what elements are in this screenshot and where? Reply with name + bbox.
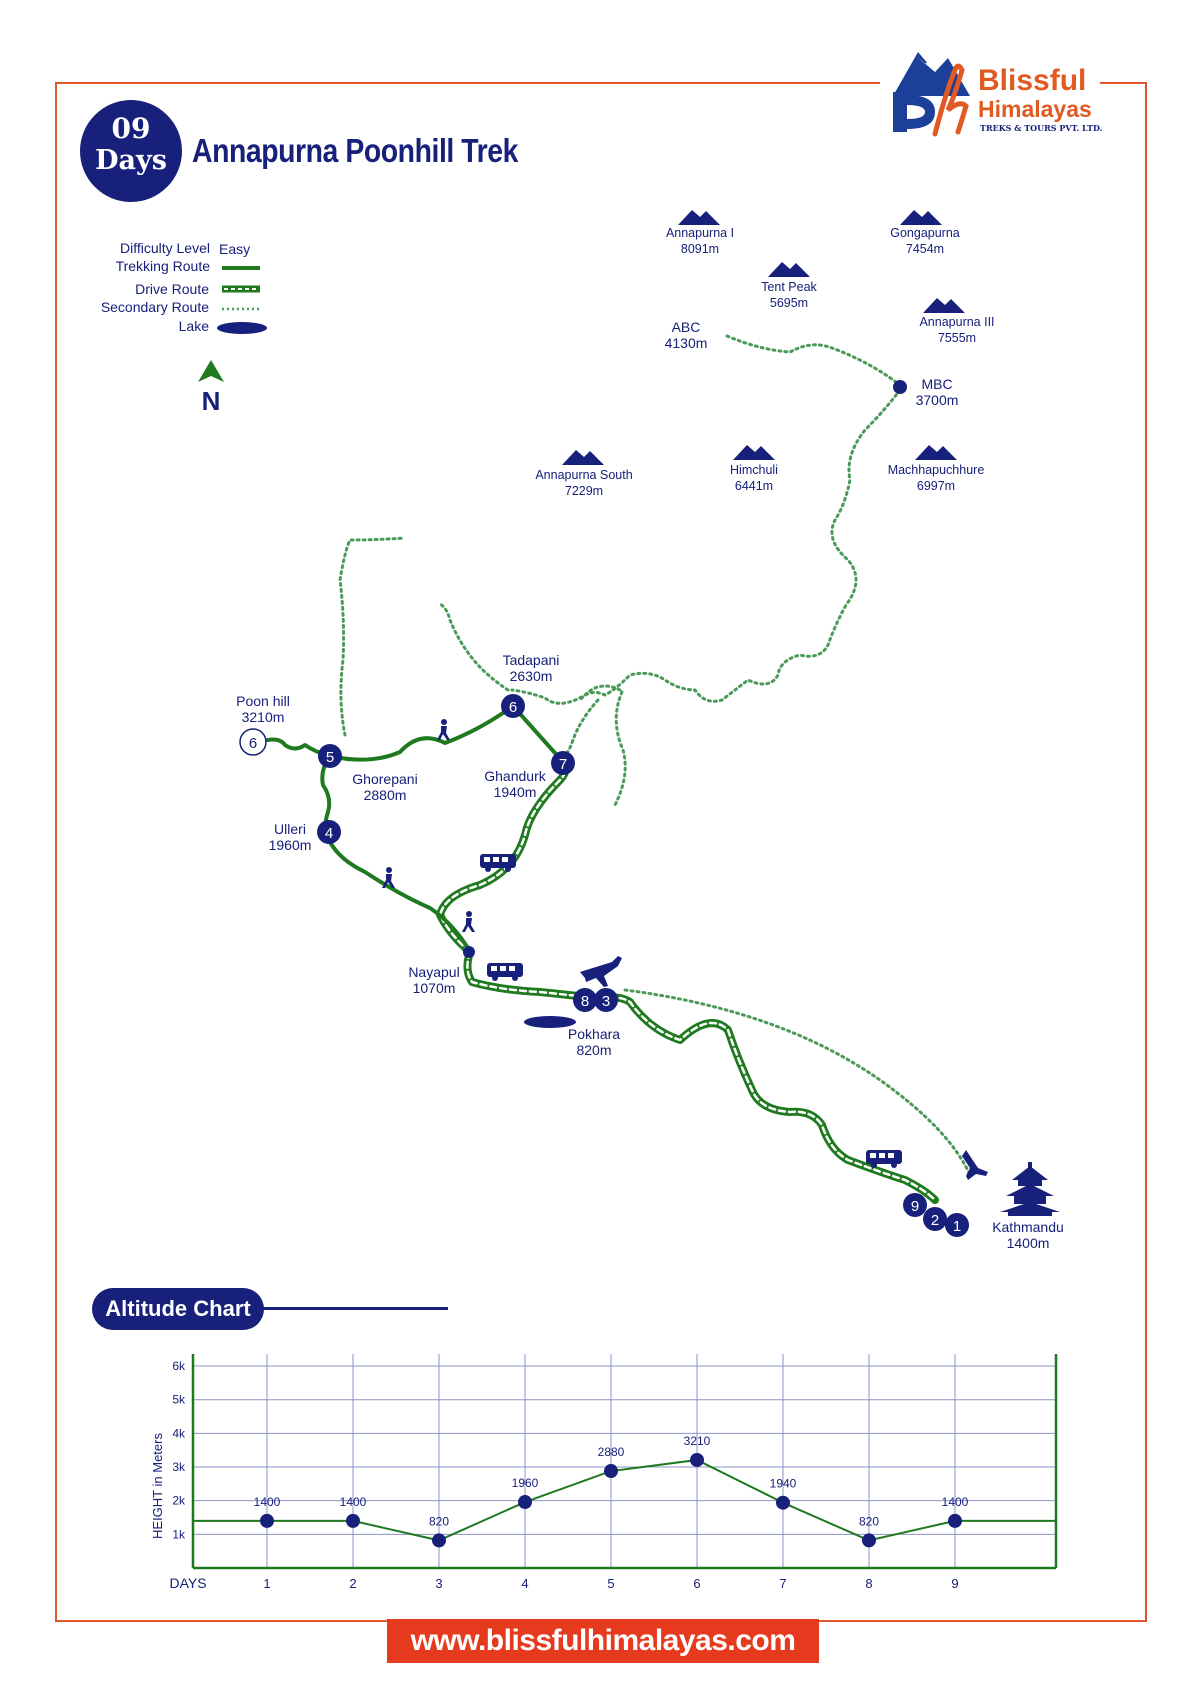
peak-label: Gongapurna (890, 226, 960, 240)
chart-xtick-label: 5 (607, 1576, 615, 1591)
bus-icon (866, 1150, 902, 1168)
mbc-dot (893, 380, 907, 394)
legend-secondary-route: Secondary Route (100, 299, 209, 315)
stop-number: 2 (930, 1212, 940, 1229)
chart-ytick-label: 2k (172, 1493, 185, 1508)
north-arrow-icon (198, 360, 224, 416)
hiker-icons (382, 719, 475, 932)
days-badge (80, 100, 182, 202)
place-height: 2880m (363, 787, 407, 803)
logo-name-line2: Himalayas (978, 96, 1092, 122)
place-label: Kathmandu (992, 1219, 1064, 1235)
hiker-icon (437, 719, 450, 740)
plane-icons (580, 956, 988, 1180)
chart-data-point (604, 1464, 618, 1478)
peak-label: Annapurna I (665, 226, 735, 240)
chart-data-label: 1960 (511, 1476, 539, 1491)
logo-tagline: TREKS & TOURS PVT. LTD. (980, 123, 1103, 133)
peak-label: Annapurna III (919, 315, 995, 329)
chart-data-point (518, 1495, 532, 1509)
chart-data-label: 1400 (339, 1494, 367, 1509)
bus-icons (480, 854, 902, 1168)
plane-icon (962, 1150, 988, 1180)
place-label: Ghandurk (484, 768, 546, 784)
chart-xtick-label: 7 (779, 1576, 787, 1591)
peak-label: Tent Peak (761, 280, 817, 294)
legend-lake: Lake (178, 318, 209, 334)
svg-text:N: N (201, 386, 221, 416)
chart-data-point (260, 1514, 274, 1528)
chart-xtick-label: 2 (349, 1576, 357, 1591)
place-height: 2630m (509, 668, 553, 684)
trekking-route (268, 706, 563, 952)
chart-data-point (690, 1453, 704, 1467)
chart-data-label: 1400 (253, 1494, 281, 1509)
stop-number: 4 (324, 825, 334, 842)
chart-xtick-label: 1 (263, 1576, 271, 1591)
kathmandu-temple-icon (1000, 1162, 1060, 1216)
chart-ytick-label: 1k (172, 1527, 185, 1542)
peak-height: 7454m (905, 242, 945, 256)
peak-icons (562, 210, 965, 465)
place-label: Pokhara (567, 1026, 621, 1042)
place-height: 820m (576, 1042, 612, 1058)
logo-name-line1: Blissful (978, 64, 1087, 97)
peak-height: 8091m (680, 242, 720, 256)
legend-difficulty-label: Difficulty Level (119, 240, 210, 256)
chart-data-label: 1940 (769, 1476, 797, 1491)
page-title: Annapurna Poonhill Trek (192, 132, 518, 169)
place-label: Nayapul (408, 964, 460, 980)
logo-mark-icon (893, 52, 970, 134)
chart-data-point (432, 1533, 446, 1547)
chart-data-label: 3210 (683, 1433, 711, 1448)
place-label: ABC (671, 319, 701, 335)
days-number: 09 (111, 112, 151, 145)
peak-label: Machhapuchhure (887, 463, 985, 477)
website-url-banner[interactable]: www.blissfulhimalayas.com (387, 1619, 819, 1663)
pokhara-lake-icon (524, 1016, 576, 1028)
legend-symbols (217, 268, 267, 334)
chart-data-label: 820 (858, 1514, 880, 1529)
hiker-icon (462, 911, 475, 932)
place-label: Ghorepani (352, 771, 418, 787)
peak-label: Annapurna South (535, 468, 633, 482)
plane-icon (580, 956, 622, 987)
chart-xtick-label: 3 (435, 1576, 443, 1591)
chart-data-label: 1400 (941, 1494, 969, 1509)
stop-number: 1 (952, 1218, 962, 1235)
secondary-routes (340, 336, 970, 1175)
peak-height: 5695m (769, 296, 809, 310)
stop-number: 7 (558, 756, 568, 773)
place-height: 1400m (1006, 1235, 1050, 1251)
chart-ytick-label: 6k (172, 1359, 185, 1374)
stop-number: 3 (601, 993, 611, 1010)
peak-height: 6441m (734, 479, 774, 493)
chart-y-axis-label: HEIGHT in Meters (150, 1433, 165, 1539)
altitude-chart-heading: Altitude Chart (92, 1288, 264, 1330)
legend-trekking-route: Trekking Route (115, 258, 210, 274)
chart-data-point (776, 1496, 790, 1510)
chart-xtick-label: 6 (693, 1576, 701, 1591)
chart-data-label: 2880 (597, 1445, 625, 1460)
chart-xtick-label: 9 (951, 1576, 959, 1591)
chart-ytick-label: 5k (172, 1392, 185, 1407)
chart-series-line (193, 1460, 1056, 1540)
nayapul-dot (463, 946, 475, 958)
stop-number: 6 (508, 699, 518, 716)
bus-icon (480, 854, 516, 872)
lake-legend-icon (217, 322, 267, 334)
chart-data-point (948, 1514, 962, 1528)
altitude-heading-rule (262, 1307, 448, 1310)
place-height: 1070m (412, 980, 456, 996)
place-height: 1940m (493, 784, 537, 800)
peak-label: Himchuli (730, 463, 778, 477)
place-height: 4130m (664, 335, 708, 351)
chart-data-point (862, 1533, 876, 1547)
chart-xtick-label: 8 (865, 1576, 873, 1591)
altitude-chart (150, 1354, 1056, 1591)
chart-data-point (346, 1514, 360, 1528)
chart-xtick-label: 4 (521, 1576, 529, 1591)
place-label: Poon hill (236, 693, 290, 709)
place-label: Tadapani (502, 652, 560, 668)
legend-drive-route: Drive Route (135, 281, 209, 297)
peak-height: 6997m (916, 479, 956, 493)
chart-ytick-label: 4k (172, 1426, 185, 1441)
stop-number: 8 (580, 993, 590, 1010)
stop-number: 5 (325, 749, 335, 766)
days-word: Days (95, 145, 167, 176)
place-height: 1960m (268, 837, 312, 853)
stop-number: 6 (248, 735, 258, 752)
place-label: Ulleri (274, 821, 306, 837)
chart-x-axis-label: DAYS (169, 1575, 207, 1591)
chart-data-label: 820 (428, 1514, 450, 1529)
place-height: 3700m (915, 392, 959, 408)
peak-height: 7229m (564, 484, 604, 498)
legend-difficulty-value: Easy (219, 241, 251, 257)
stop-number: 9 (910, 1198, 920, 1215)
place-label: MBC (921, 376, 953, 392)
drive-route (440, 762, 935, 1200)
place-height: 3210m (241, 709, 285, 725)
bus-icon (487, 963, 523, 981)
peak-height: 7555m (937, 331, 977, 345)
chart-ytick-label: 3k (172, 1460, 185, 1475)
